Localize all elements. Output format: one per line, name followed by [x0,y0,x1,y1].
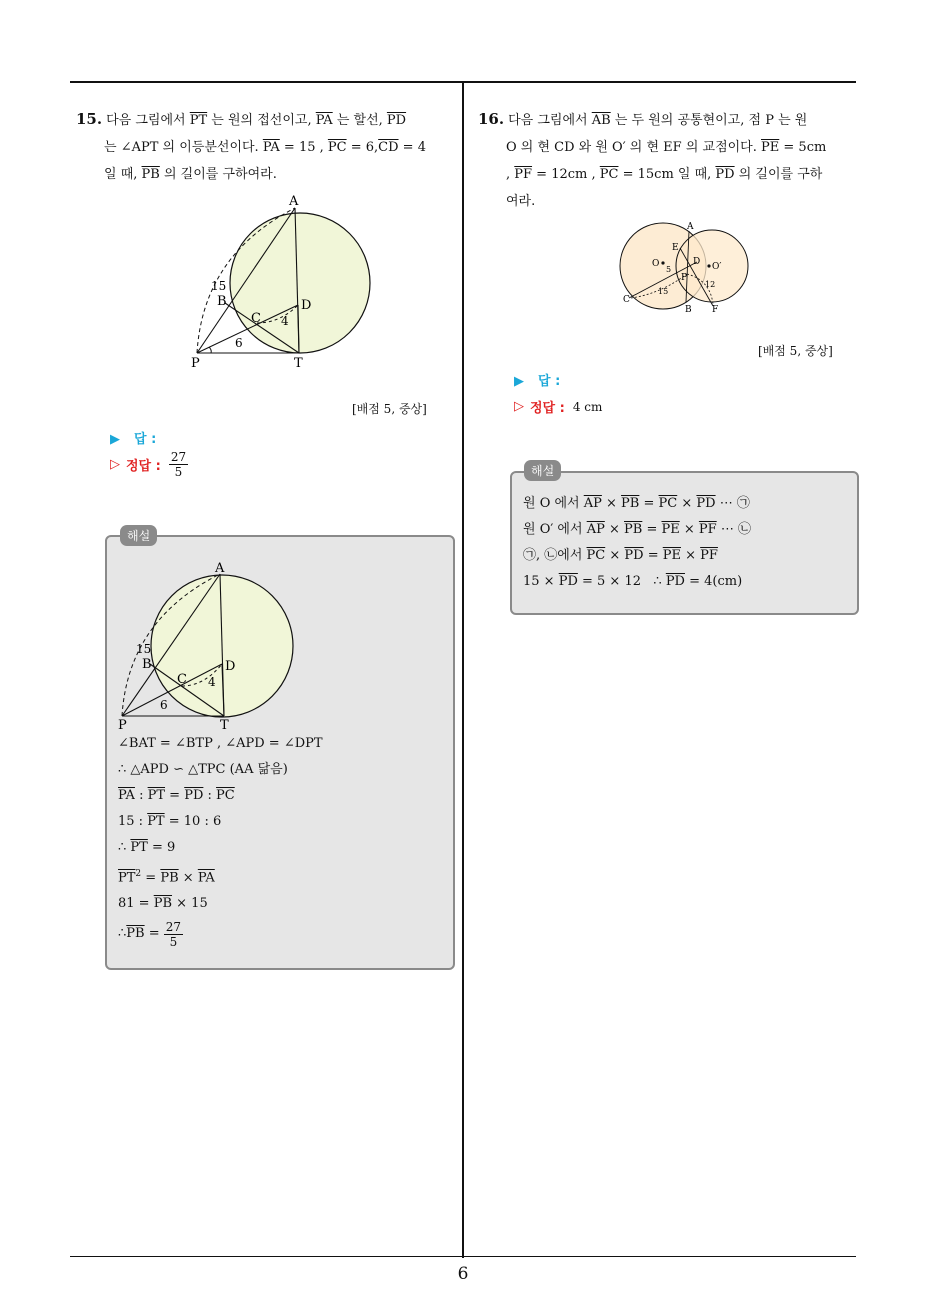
question-16 [478,106,858,215]
q16-label-A: A [687,222,694,232]
q16-label-P: P [681,273,688,283]
q16-label-F: F [712,305,719,313]
page-number: 6 [457,1264,469,1284]
q15-sol-label-B: B [142,657,152,672]
q16-center-O2 [707,264,710,267]
q16-figure [615,218,755,313]
q16-sol-line1: 원 O 에서 $\overline{AP} \times \overline{PB} = \overline{PC} \times \overline{PD}$ ⋯ ㉠ [523,496,750,511]
q15-sol-label-P: P [118,718,127,733]
q15-circle [230,213,370,353]
q15-solution-text [118,731,323,951]
q15-length-4: 4 [281,314,289,328]
q15-sol-line7: $81 = \overline{PB} \times 15$ [118,896,208,912]
q15-sol-line6: $\overline{PT}^2 = \overline{PB} \times \overline{PA}$ [118,869,215,886]
q16-sol-line3: ㉠, ㉡에서 $\overline{PC} \times \overline{PD} = \overline{PE} \times \overline{PF}$ [523,548,718,563]
q15-label-B: B [217,294,227,309]
q15-line3: 일 때, $\overline{PB}$ 의 길이를 구하여라. [104,167,277,182]
q15-answer-row: ▶ 답 : [110,432,157,447]
q16-label-E: E [672,243,679,253]
q16-solution-text [523,491,751,595]
q16-center-O [661,261,664,264]
q15-sol-line5: ∴ $\overline{PT} = 9$ [118,840,176,855]
q16-label-D: D [693,257,701,267]
play-icon: ▶ [514,374,524,389]
question-15 [76,106,456,188]
q15-angle-mark [209,347,211,353]
q15-sol-line3: $\overline{PA}$ : $\overline{PT} = \overline{PD}$ : $\overline{PC}$ [118,788,235,803]
q15-figure [185,195,385,375]
play-icon: ▶ [110,432,120,447]
q15-number: 15. [76,110,103,128]
q15-label-P: P [191,356,200,371]
q16-solution-tag: 해설 [524,460,561,481]
q15-solution-tag: 해설 [120,525,157,546]
bottom-rule [70,1256,856,1257]
q16-label-B: B [685,305,692,313]
q16-correct-value: 4 cm [572,399,603,414]
q16-label-C: C [623,295,630,305]
outline-triangle-icon: ▷ [110,457,120,472]
q16-line1: 16. 다음 그림에서 $\overline{AB}$ 는 두 원의 공통현이고, 점 P 는 원 [478,110,808,128]
q16-length-12: 12 [705,280,716,289]
q15-label-A: A [289,195,299,209]
q15-sol-length-4: 4 [208,675,216,689]
q16-line4: 여라. [506,194,536,209]
q16-line3: , $\overline{PF} = 12cm$ , $\overline{PC} = 15cm$ 일 때, $\overline{PD}$ 의 길이를 구하 [506,167,823,182]
q16-length-15: 15 [658,287,669,296]
q16-answer-row: ▶ 답 : [514,374,561,389]
q15-sol-line1: ∠BAT = ∠BTP , ∠APD = ∠DPT [118,736,323,751]
q16-label-O: O [652,259,660,269]
q15-solution-figure [112,558,302,733]
q16-label-O2: O′ [712,262,722,272]
q15-label-T: T [294,356,303,371]
q15-correct-fraction: $\frac{27}{5}$ [170,450,187,479]
q16-line2: O 의 현 CD 와 원 O′ 의 현 EF 의 교점이다. $\overline{PE} = 5cm$ [506,140,827,155]
q16-sol-line4: $15 \times \overline{PD} = 5 \times 12$ ∴ $\overline{PD} = 4(cm)$ [523,574,743,589]
q16-correct-row: ▷ 정답 : 4 cm [514,399,603,416]
q15-correct-row: ▷ 정답 : $\frac{27}{5}$ [110,450,187,479]
column-divider [462,81,464,1258]
q15-line2: 는 ∠APT 의 이등분선이다. $\overline{PA} = 15$ , $\overline{PC} = 6,\overline{CD} = 4$ [104,140,426,155]
outline-triangle-icon: ▷ [514,399,524,414]
q15-sol-label-A: A [215,561,225,576]
q15-sol-line4: 15 : $\overline{PT} = 10$ : 6 [118,814,222,829]
q15-label-C: C [251,311,261,326]
q15-source: [배점 5, 중상] [352,402,427,416]
q16-length-5: 5 [666,265,672,274]
q16-sol-line2: 원 O′ 에서 $\overline{AP} \times \overline{PB} = \overline{PE} \times \overline{PF}$ ⋯ ㉡ [523,522,751,537]
q15-label-D: D [301,298,312,313]
q16-number: 16. [478,110,505,128]
q15-sol-length-6: 6 [160,698,168,712]
q15-length-15: 15 [211,279,227,293]
q15-sol-label-T: T [220,718,229,733]
q15-sol-line2: ∴ △APD ∽ △TPC (AA 닮음) [118,762,288,777]
q15-sol-label-C: C [177,672,187,687]
q15-sol-line8: ∴ $\overline{PB}$ = $\frac{27}{5}$ [118,919,182,949]
q16-source: [배점 5, 중상] [758,344,833,358]
q15-line1: 15. 다음 그림에서 $\overline{PT}$ 는 원의 접선이고, $\overline{PA}$ 는 할선, $\overline{PD}$ [76,110,407,128]
q15-length-6: 6 [235,336,243,350]
q15-sol-label-D: D [225,659,236,674]
q15-sol-length-15: 15 [136,642,152,656]
